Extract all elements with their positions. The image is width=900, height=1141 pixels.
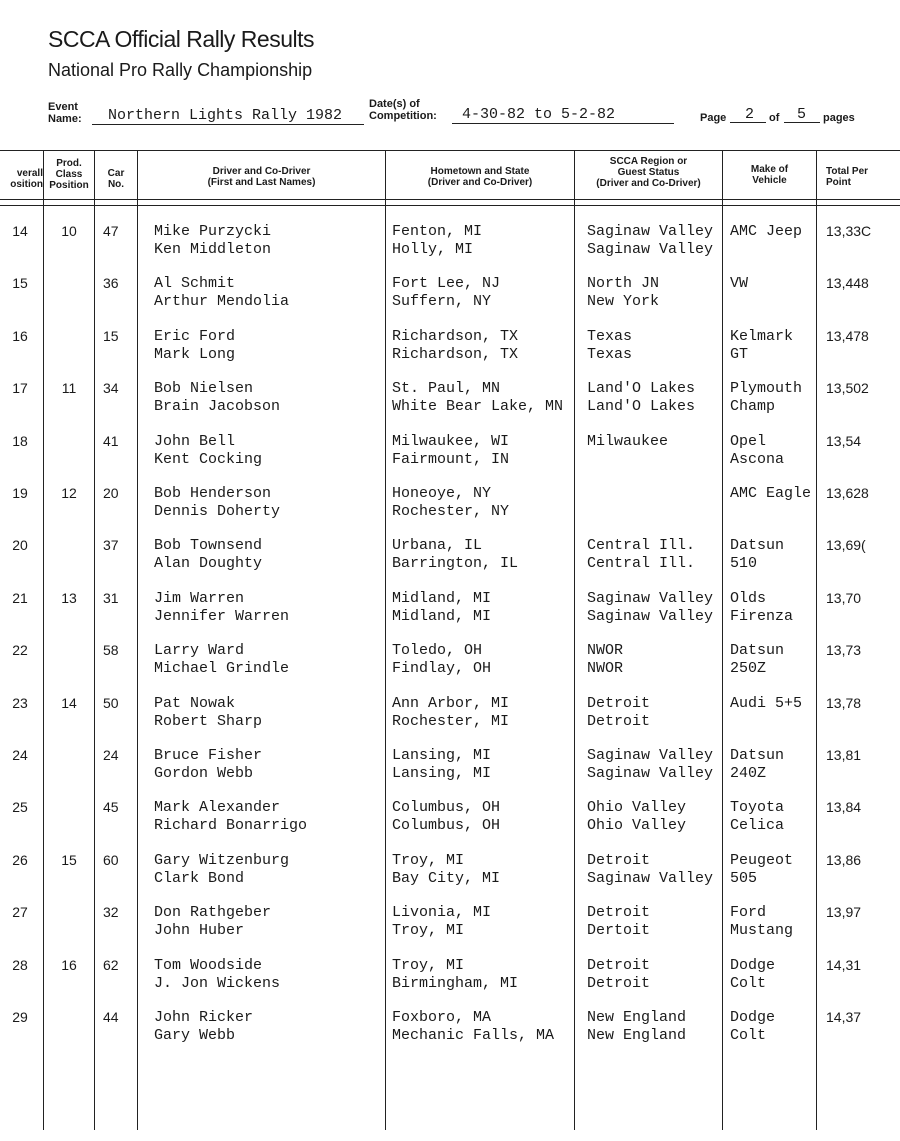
total-points: 13,84 <box>826 799 862 815</box>
total-points: 13,448 <box>826 275 869 291</box>
driver-name: John Ricker <box>154 1009 254 1026</box>
class-position: 14 <box>61 695 77 711</box>
co-driver-name: Gary Webb <box>154 1027 236 1044</box>
driver-name: Eric Ford <box>154 328 236 345</box>
driver-hometown: Columbus, OH <box>392 799 501 816</box>
co-driver-name: Ken Middleton <box>154 241 272 258</box>
co-driver-region: Saginaw Valley <box>587 608 714 625</box>
car-number: 58 <box>103 642 119 658</box>
driver-hometown: Foxboro, MA <box>392 1009 492 1026</box>
driver-region: Central Ill. <box>587 537 696 554</box>
car-number: 36 <box>103 275 119 291</box>
driver-region: Milwaukee <box>587 433 669 450</box>
co-driver-region: Land'O Lakes <box>587 398 696 415</box>
co-driver-hometown: Troy, MI <box>392 922 465 939</box>
vehicle-make: AMC Jeep <box>730 223 803 240</box>
page-subtitle: National Pro Rally Championship <box>48 60 313 80</box>
vehicle-make: Datsun <box>730 747 785 764</box>
overall-position: 25 <box>12 799 28 815</box>
co-driver-region: Saginaw Valley <box>587 870 714 887</box>
driver-hometown: Fort Lee, NJ <box>392 275 501 292</box>
driver-hometown: Milwaukee, WI <box>392 433 510 450</box>
total-points: 13,628 <box>826 485 869 501</box>
class-position: 15 <box>61 852 77 868</box>
co-driver-name: Mark Long <box>154 346 236 363</box>
co-driver-region: Detroit <box>587 975 651 992</box>
co-driver-region: Central Ill. <box>587 555 696 572</box>
car-number: 20 <box>103 485 119 501</box>
vehicle-make: Plymouth <box>730 380 803 397</box>
header-car-number: Car No. <box>107 168 125 190</box>
co-driver-region: New England <box>587 1027 687 1044</box>
driver-hometown: Toledo, OH <box>392 642 483 659</box>
total-pages: 5 <box>797 106 807 123</box>
dates-value: 4-30-82 to 5-2-82 <box>462 106 616 123</box>
driver-hometown: St. Paul, MN <box>392 380 501 397</box>
overall-position: 22 <box>12 642 28 658</box>
class-position: 11 <box>61 380 77 396</box>
vehicle-make: Ford <box>730 904 767 921</box>
driver-region: Saginaw Valley <box>587 223 714 240</box>
vehicle-model: Colt <box>730 1027 767 1044</box>
car-number: 50 <box>103 695 119 711</box>
car-number: 47 <box>103 223 119 239</box>
driver-name: Bruce Fisher <box>154 747 263 764</box>
total-points: 14,37 <box>826 1009 862 1025</box>
driver-region: Detroit <box>587 852 651 869</box>
driver-region: Saginaw Valley <box>587 747 714 764</box>
event-name-label: Event Name: <box>48 101 82 125</box>
co-driver-name: Clark Bond <box>154 870 245 887</box>
total-points: 13,86 <box>826 852 862 868</box>
page-number: 2 <box>745 106 755 123</box>
co-driver-region: Ohio Valley <box>587 817 687 834</box>
table-top-rule <box>0 150 900 151</box>
vehicle-model: 250Z <box>730 660 767 677</box>
vehicle-make: Dodge <box>730 957 776 974</box>
vehicle-make: Olds <box>730 590 767 607</box>
table-header-rule-2 <box>0 205 900 206</box>
overall-position: 19 <box>12 485 28 501</box>
driver-region: New England <box>587 1009 687 1026</box>
co-driver-name: Arthur Mendolia <box>154 293 290 310</box>
co-driver-hometown: Holly, MI <box>392 241 474 258</box>
car-number: 60 <box>103 852 119 868</box>
co-driver-hometown: Barrington, IL <box>392 555 519 572</box>
overall-position: 18 <box>12 433 28 449</box>
column-divider <box>722 150 723 1130</box>
driver-hometown: Honeoye, NY <box>392 485 492 502</box>
column-divider <box>816 150 817 1130</box>
driver-hometown: Midland, MI <box>392 590 492 607</box>
vehicle-model: Firenza <box>730 608 794 625</box>
vehicle-make: Opel <box>730 433 767 450</box>
page-underline <box>730 122 766 123</box>
dates-underline <box>452 123 674 124</box>
column-divider <box>385 150 386 1130</box>
vehicle-model: Ascona <box>730 451 785 468</box>
co-driver-hometown: Lansing, MI <box>392 765 492 782</box>
header-class-position: Prod. Class Position <box>49 158 89 191</box>
overall-position: 16 <box>12 328 28 344</box>
car-number: 45 <box>103 799 119 815</box>
total-points: 13,81 <box>826 747 862 763</box>
total-pages-underline <box>784 122 820 123</box>
co-driver-region: NWOR <box>587 660 624 677</box>
driver-name: Don Rathgeber <box>154 904 272 921</box>
table-header-rule <box>0 199 900 200</box>
page-label: Page <box>700 112 727 124</box>
event-name-value: Northern Lights Rally 1982 <box>108 107 343 124</box>
driver-hometown: Troy, MI <box>392 852 465 869</box>
co-driver-region: Texas <box>587 346 633 363</box>
driver-name: Al Schmit <box>154 275 236 292</box>
class-position: 16 <box>61 957 77 973</box>
driver-hometown: Troy, MI <box>392 957 465 974</box>
vehicle-make: Datsun <box>730 642 785 659</box>
overall-position: 28 <box>12 957 28 973</box>
driver-region: Land'O Lakes <box>587 380 696 397</box>
driver-name: Mark Alexander <box>154 799 281 816</box>
driver-name: Pat Nowak <box>154 695 236 712</box>
co-driver-hometown: Bay City, MI <box>392 870 501 887</box>
total-points: 13,78 <box>826 695 862 711</box>
overall-position: 27 <box>12 904 28 920</box>
co-driver-name: Alan Doughty <box>154 555 263 572</box>
header-make: Make of Vehicle <box>750 164 789 186</box>
total-points: 13,73 <box>826 642 862 658</box>
column-divider <box>43 150 44 1130</box>
car-number: 24 <box>103 747 119 763</box>
driver-region: Saginaw Valley <box>587 590 714 607</box>
pages-label: pages <box>823 112 855 124</box>
co-driver-hometown: Suffern, NY <box>392 293 492 310</box>
co-driver-region: Saginaw Valley <box>587 241 714 258</box>
co-driver-hometown: Birmingham, MI <box>392 975 519 992</box>
co-driver-name: J. Jon Wickens <box>154 975 281 992</box>
column-divider <box>137 150 138 1130</box>
co-driver-name: Gordon Webb <box>154 765 254 782</box>
car-number: 15 <box>103 328 119 344</box>
driver-hometown: Livonia, MI <box>392 904 492 921</box>
vehicle-make: Audi 5+5 <box>730 695 803 712</box>
overall-position: 20 <box>12 537 28 553</box>
driver-hometown: Lansing, MI <box>392 747 492 764</box>
total-points: 14,31 <box>826 957 862 973</box>
co-driver-hometown: Findlay, OH <box>392 660 492 677</box>
driver-name: John Bell <box>154 433 236 450</box>
vehicle-make: VW <box>730 275 749 292</box>
co-driver-name: Kent Cocking <box>154 451 263 468</box>
vehicle-model: 240Z <box>730 765 767 782</box>
header-region: SCCA Region or Guest Status (Driver and Co-Driver) <box>596 156 701 189</box>
dates-label: Date(s) of Competition: <box>369 98 437 122</box>
overall-position: 15 <box>12 275 28 291</box>
co-driver-name: Richard Bonarrigo <box>154 817 308 834</box>
driver-name: Bob Nielsen <box>154 380 254 397</box>
driver-region: Detroit <box>587 904 651 921</box>
class-position: 10 <box>61 223 77 239</box>
overall-position: 17 <box>12 380 28 396</box>
total-points: 13,33C <box>826 223 872 239</box>
vehicle-model: Colt <box>730 975 767 992</box>
driver-name: Jim Warren <box>154 590 245 607</box>
car-number: 34 <box>103 380 119 396</box>
overall-position: 23 <box>12 695 28 711</box>
car-number: 62 <box>103 957 119 973</box>
overall-position: 21 <box>12 590 28 606</box>
co-driver-name: Dennis Doherty <box>154 503 281 520</box>
co-driver-hometown: Columbus, OH <box>392 817 501 834</box>
co-driver-hometown: Mechanic Falls, MA <box>392 1027 555 1044</box>
driver-name: Bob Henderson <box>154 485 272 502</box>
vehicle-make: Dodge <box>730 1009 776 1026</box>
co-driver-name: Robert Sharp <box>154 713 263 730</box>
co-driver-hometown: Rochester, NY <box>392 503 510 520</box>
vehicle-make: Toyota <box>730 799 785 816</box>
class-position: 13 <box>61 590 77 606</box>
overall-position: 29 <box>12 1009 28 1025</box>
header-total-points: Total Per Point <box>826 166 869 188</box>
co-driver-hometown: Rochester, MI <box>392 713 510 730</box>
vehicle-make: AMC Eagle <box>730 485 812 502</box>
driver-region: North JN <box>587 275 660 292</box>
co-driver-region: Dertoit <box>587 922 651 939</box>
car-number: 37 <box>103 537 119 553</box>
vehicle-make: Kelmark <box>730 328 794 345</box>
column-divider <box>574 150 575 1130</box>
driver-region: Ohio Valley <box>587 799 687 816</box>
driver-hometown: Fenton, MI <box>392 223 483 240</box>
total-points: 13,54 <box>826 433 862 449</box>
overall-position: 14 <box>12 223 28 239</box>
co-driver-name: Michael Grindle <box>154 660 290 677</box>
header-overall-position: verall osition <box>10 168 43 190</box>
driver-region: Detroit <box>587 957 651 974</box>
driver-name: Bob Townsend <box>154 537 263 554</box>
car-number: 41 <box>103 433 119 449</box>
vehicle-model: GT <box>730 346 749 363</box>
driver-hometown: Richardson, TX <box>392 328 519 345</box>
co-driver-region: New York <box>587 293 660 310</box>
driver-region: Detroit <box>587 695 651 712</box>
overall-position: 24 <box>12 747 28 763</box>
co-driver-name: Jennifer Warren <box>154 608 290 625</box>
car-number: 31 <box>103 590 119 606</box>
vehicle-model: Mustang <box>730 922 794 939</box>
driver-name: Gary Witzenburg <box>154 852 290 869</box>
of-label: of <box>769 112 780 124</box>
co-driver-name: Brain Jacobson <box>154 398 281 415</box>
co-driver-hometown: Fairmount, IN <box>392 451 510 468</box>
car-number: 44 <box>103 1009 119 1025</box>
header-hometown: Hometown and State (Driver and Co-Driver) <box>427 166 533 188</box>
car-number: 32 <box>103 904 119 920</box>
vehicle-model: Celica <box>730 817 785 834</box>
total-points: 13,478 <box>826 328 869 344</box>
co-driver-hometown: White Bear Lake, MN <box>392 398 564 415</box>
co-driver-region: Saginaw Valley <box>587 765 714 782</box>
driver-hometown: Ann Arbor, MI <box>392 695 510 712</box>
vehicle-model: Champ <box>730 398 776 415</box>
event-name-underline <box>92 124 364 125</box>
co-driver-hometown: Midland, MI <box>392 608 492 625</box>
co-driver-region: Detroit <box>587 713 651 730</box>
vehicle-model: 505 <box>730 870 758 887</box>
driver-hometown: Urbana, IL <box>392 537 483 554</box>
page-title: SCCA Official Rally Results <box>48 26 314 52</box>
vehicle-model: 510 <box>730 555 758 572</box>
vehicle-make: Datsun <box>730 537 785 554</box>
header-driver: Driver and Co-Driver (First and Last Names) <box>207 166 316 188</box>
co-driver-hometown: Richardson, TX <box>392 346 519 363</box>
driver-name: Tom Woodside <box>154 957 263 974</box>
total-points: 13,70 <box>826 590 862 606</box>
co-driver-name: John Huber <box>154 922 245 939</box>
total-points: 13,502 <box>826 380 869 396</box>
total-points: 13,97 <box>826 904 862 920</box>
total-points: 13,69( <box>826 537 866 553</box>
overall-position: 26 <box>12 852 28 868</box>
driver-name: Larry Ward <box>154 642 245 659</box>
driver-region: Texas <box>587 328 633 345</box>
vehicle-make: Peugeot <box>730 852 794 869</box>
class-position: 12 <box>61 485 77 501</box>
column-divider <box>94 150 95 1130</box>
driver-name: Mike Purzycki <box>154 223 272 240</box>
driver-region: NWOR <box>587 642 624 659</box>
